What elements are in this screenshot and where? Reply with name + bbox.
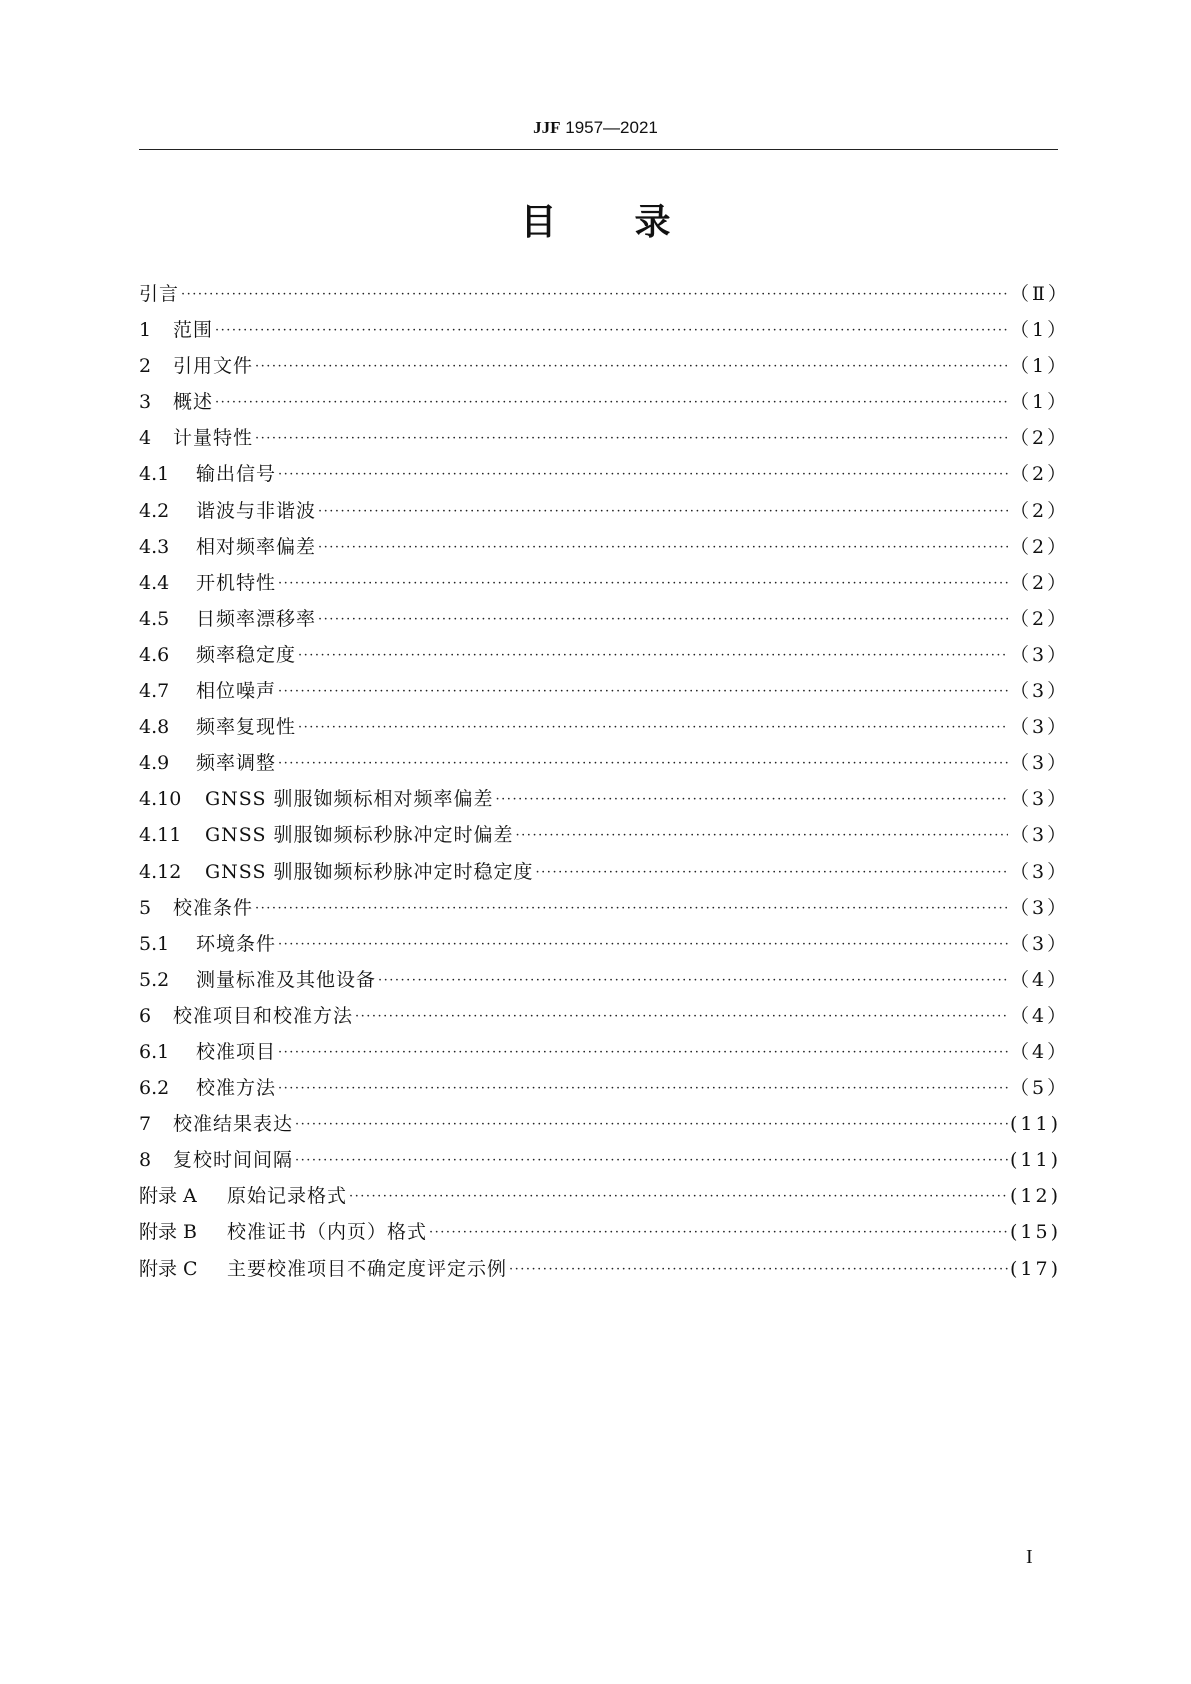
toc-entry-number: 4.3 bbox=[139, 535, 170, 558]
dot-leader bbox=[355, 999, 1008, 1035]
toc-entry-page: (11) bbox=[1010, 1113, 1062, 1136]
toc-entry-page: （5） bbox=[1010, 1077, 1070, 1100]
toc-entry-number: 2 bbox=[139, 355, 152, 378]
toc-entry-label: 校准结果表达 bbox=[173, 1113, 294, 1136]
toc-entry[interactable] bbox=[139, 817, 1070, 853]
dot-leader bbox=[255, 349, 1008, 385]
toc-entry-page: （3） bbox=[1010, 716, 1070, 739]
toc-entry[interactable] bbox=[139, 890, 1070, 926]
toc-entry-label: 谐波与非谐波 bbox=[196, 499, 317, 522]
document-code-header bbox=[0, 118, 1191, 138]
dot-leader bbox=[429, 1215, 1008, 1251]
toc-entry-label: 环境条件 bbox=[196, 932, 277, 955]
toc-entry-label: 计量特性 bbox=[173, 427, 254, 450]
toc-entry-number: 5 bbox=[139, 896, 152, 919]
toc-entry-page: （3） bbox=[1010, 752, 1070, 775]
toc-entry[interactable] bbox=[139, 456, 1070, 492]
toc-entry-label: 输出信号 bbox=[196, 463, 277, 486]
dot-leader bbox=[349, 1179, 1008, 1215]
toc-entry[interactable] bbox=[139, 565, 1070, 601]
toc-entry-label: 校准项目和校准方法 bbox=[173, 1004, 354, 1027]
toc-entry-label: 日频率漂移率 bbox=[196, 607, 317, 630]
dot-leader bbox=[278, 746, 1008, 782]
toc-entry-page: （1） bbox=[1010, 391, 1070, 414]
toc-entry-number: 4.8 bbox=[139, 716, 170, 739]
toc-entry-label: 校准条件 bbox=[173, 896, 254, 919]
toc-entry-label: 原始记录格式 bbox=[227, 1185, 348, 1208]
dot-leader bbox=[509, 1252, 1008, 1288]
toc-entry-label: 校准证书（内页）格式 bbox=[227, 1221, 428, 1244]
toc-entry-number: 4.6 bbox=[139, 643, 170, 666]
toc-entry-page: (11) bbox=[1010, 1149, 1062, 1172]
toc-entry[interactable] bbox=[139, 1178, 1062, 1214]
toc-entry-number: 4.9 bbox=[139, 752, 170, 775]
toc-entry-number: 4.7 bbox=[139, 680, 170, 703]
dot-leader bbox=[181, 277, 1008, 313]
toc-entry-page: （3） bbox=[1010, 643, 1070, 666]
toc-entry[interactable] bbox=[139, 1214, 1062, 1250]
toc-entry-number: 4.5 bbox=[139, 607, 170, 630]
toc-entry-label: 相对频率偏差 bbox=[196, 535, 317, 558]
page-number: I bbox=[1026, 1546, 1033, 1568]
toc-entry-label: 复校时间间隔 bbox=[173, 1149, 294, 1172]
toc-entry[interactable] bbox=[139, 745, 1070, 781]
toc-entry-label: 校准项目 bbox=[196, 1040, 277, 1063]
toc-entry[interactable] bbox=[139, 529, 1070, 565]
toc-entry[interactable] bbox=[139, 709, 1070, 745]
dot-leader bbox=[378, 963, 1008, 999]
toc-entry[interactable] bbox=[139, 962, 1070, 998]
toc-entry-page: （4） bbox=[1010, 1040, 1070, 1063]
toc-entry-number: 6.1 bbox=[139, 1040, 170, 1063]
toc-entry-number: 8 bbox=[139, 1149, 152, 1172]
toc-entry[interactable] bbox=[139, 420, 1070, 456]
toc-entry[interactable] bbox=[139, 1251, 1062, 1287]
dot-leader bbox=[255, 421, 1008, 457]
dot-leader bbox=[318, 530, 1008, 566]
toc-entry-number: 5.2 bbox=[139, 968, 170, 991]
toc-entry-number: 附录 B bbox=[139, 1221, 198, 1244]
dot-leader bbox=[318, 602, 1008, 638]
dot-leader bbox=[278, 1071, 1008, 1107]
toc-entry-number: 5.1 bbox=[139, 932, 170, 955]
dot-leader bbox=[318, 494, 1008, 530]
toc-entry-page: （3） bbox=[1010, 788, 1070, 811]
toc-entry[interactable] bbox=[139, 1142, 1062, 1178]
toc-entry[interactable] bbox=[139, 637, 1070, 673]
toc-entry-number: 7 bbox=[139, 1113, 152, 1136]
toc-entry-label: 频率调整 bbox=[196, 752, 277, 775]
document-code-prefix: JJF bbox=[533, 118, 561, 137]
dot-leader bbox=[278, 1035, 1008, 1071]
dot-leader bbox=[255, 891, 1008, 927]
toc-entry-page: （4） bbox=[1010, 1004, 1070, 1027]
dot-leader bbox=[215, 385, 1008, 421]
toc-entry[interactable] bbox=[139, 926, 1070, 962]
toc-entry[interactable] bbox=[139, 312, 1070, 348]
toc-entry-page: (12) bbox=[1010, 1185, 1062, 1208]
toc-entry-page: (15) bbox=[1010, 1221, 1062, 1244]
dot-leader bbox=[278, 457, 1008, 493]
toc-entry-label: GNSS 驯服铷频标相对频率偏差 bbox=[205, 788, 494, 811]
toc-entry-number: 4.12 bbox=[139, 860, 182, 883]
toc-entry-number: 4.4 bbox=[139, 571, 170, 594]
dot-leader bbox=[536, 855, 1008, 891]
dot-leader bbox=[278, 674, 1008, 710]
toc-entry[interactable] bbox=[139, 854, 1070, 890]
dot-leader bbox=[298, 710, 1008, 746]
toc-entry-page: （3） bbox=[1010, 896, 1070, 919]
toc-entry-page: （3） bbox=[1010, 860, 1070, 883]
toc-entry-label: 开机特性 bbox=[196, 571, 277, 594]
toc-entry-label: 范围 bbox=[173, 319, 214, 342]
toc-entry-page: （2） bbox=[1010, 499, 1070, 522]
toc-entry[interactable] bbox=[139, 1106, 1062, 1142]
toc-entry-label: 频率复现性 bbox=[196, 716, 297, 739]
toc-entry-page: （2） bbox=[1010, 427, 1070, 450]
dot-leader bbox=[496, 782, 1008, 818]
toc-entry-label: 校准方法 bbox=[196, 1077, 277, 1100]
dot-leader bbox=[295, 1107, 1008, 1143]
table-of-contents bbox=[139, 276, 1070, 1287]
toc-entry-page: （2） bbox=[1010, 463, 1070, 486]
toc-entry-number: 3 bbox=[139, 391, 152, 414]
toc-entry-number: 附录 A bbox=[139, 1185, 197, 1208]
toc-entry-label: 引言 bbox=[139, 283, 180, 305]
toc-entry[interactable] bbox=[139, 276, 1070, 312]
toc-entry-number: 附录 C bbox=[139, 1257, 198, 1280]
toc-entry-number: 4.2 bbox=[139, 499, 170, 522]
header-rule bbox=[139, 149, 1058, 150]
toc-entry-page: （3） bbox=[1010, 932, 1070, 955]
dot-leader bbox=[295, 1143, 1008, 1179]
toc-entry-label: GNSS 驯服铷频标秒脉冲定时稳定度 bbox=[205, 860, 534, 883]
toc-entry[interactable] bbox=[139, 781, 1070, 817]
toc-entry-number: 4.10 bbox=[139, 788, 182, 811]
toc-entry-page: （2） bbox=[1010, 535, 1070, 558]
toc-entry-page: （4） bbox=[1010, 968, 1070, 991]
toc-entry[interactable] bbox=[139, 601, 1070, 637]
toc-entry-label: 概述 bbox=[173, 391, 214, 414]
toc-entry-label: 引用文件 bbox=[173, 355, 254, 378]
dot-leader bbox=[215, 313, 1008, 349]
toc-entry-page: （Ⅱ） bbox=[1010, 283, 1070, 305]
toc-entry[interactable] bbox=[139, 348, 1070, 384]
toc-entry-number: 6 bbox=[139, 1004, 152, 1027]
toc-entry-page: （2） bbox=[1010, 571, 1070, 594]
toc-entry[interactable] bbox=[139, 493, 1070, 529]
toc-entry[interactable] bbox=[139, 673, 1070, 709]
toc-entry[interactable] bbox=[139, 1034, 1070, 1070]
toc-entry-number: 4 bbox=[139, 427, 152, 450]
page-title: 目录 bbox=[520, 202, 749, 243]
document-code-number: 1957—2021 bbox=[565, 118, 658, 137]
toc-entry-number: 6.2 bbox=[139, 1077, 170, 1100]
toc-entry-label: 频率稳定度 bbox=[196, 643, 297, 666]
toc-entry-page: （3） bbox=[1010, 680, 1070, 703]
toc-entry-label: 相位噪声 bbox=[196, 680, 277, 703]
toc-entry-page: （1） bbox=[1010, 355, 1070, 378]
toc-entry-number: 1 bbox=[139, 319, 152, 342]
toc-entry-page: （2） bbox=[1010, 607, 1070, 630]
dot-leader bbox=[278, 566, 1008, 602]
toc-entry-label: 测量标准及其他设备 bbox=[196, 968, 377, 991]
dot-leader bbox=[298, 638, 1008, 674]
toc-entry[interactable] bbox=[139, 998, 1070, 1034]
toc-entry-number: 4.1 bbox=[139, 463, 170, 486]
toc-entry[interactable] bbox=[139, 384, 1070, 420]
toc-entry[interactable] bbox=[139, 1070, 1070, 1106]
dot-leader bbox=[278, 927, 1008, 963]
dot-leader bbox=[516, 818, 1008, 854]
toc-entry-label: 主要校准项目不确定度评定示例 bbox=[227, 1257, 508, 1280]
toc-entry-page: （3） bbox=[1010, 824, 1070, 847]
toc-entry-page: （1） bbox=[1010, 319, 1070, 342]
toc-entry-label: GNSS 驯服铷频标秒脉冲定时偏差 bbox=[205, 824, 514, 847]
toc-entry-number: 4.11 bbox=[139, 824, 182, 847]
toc-entry-page: (17) bbox=[1010, 1257, 1062, 1280]
